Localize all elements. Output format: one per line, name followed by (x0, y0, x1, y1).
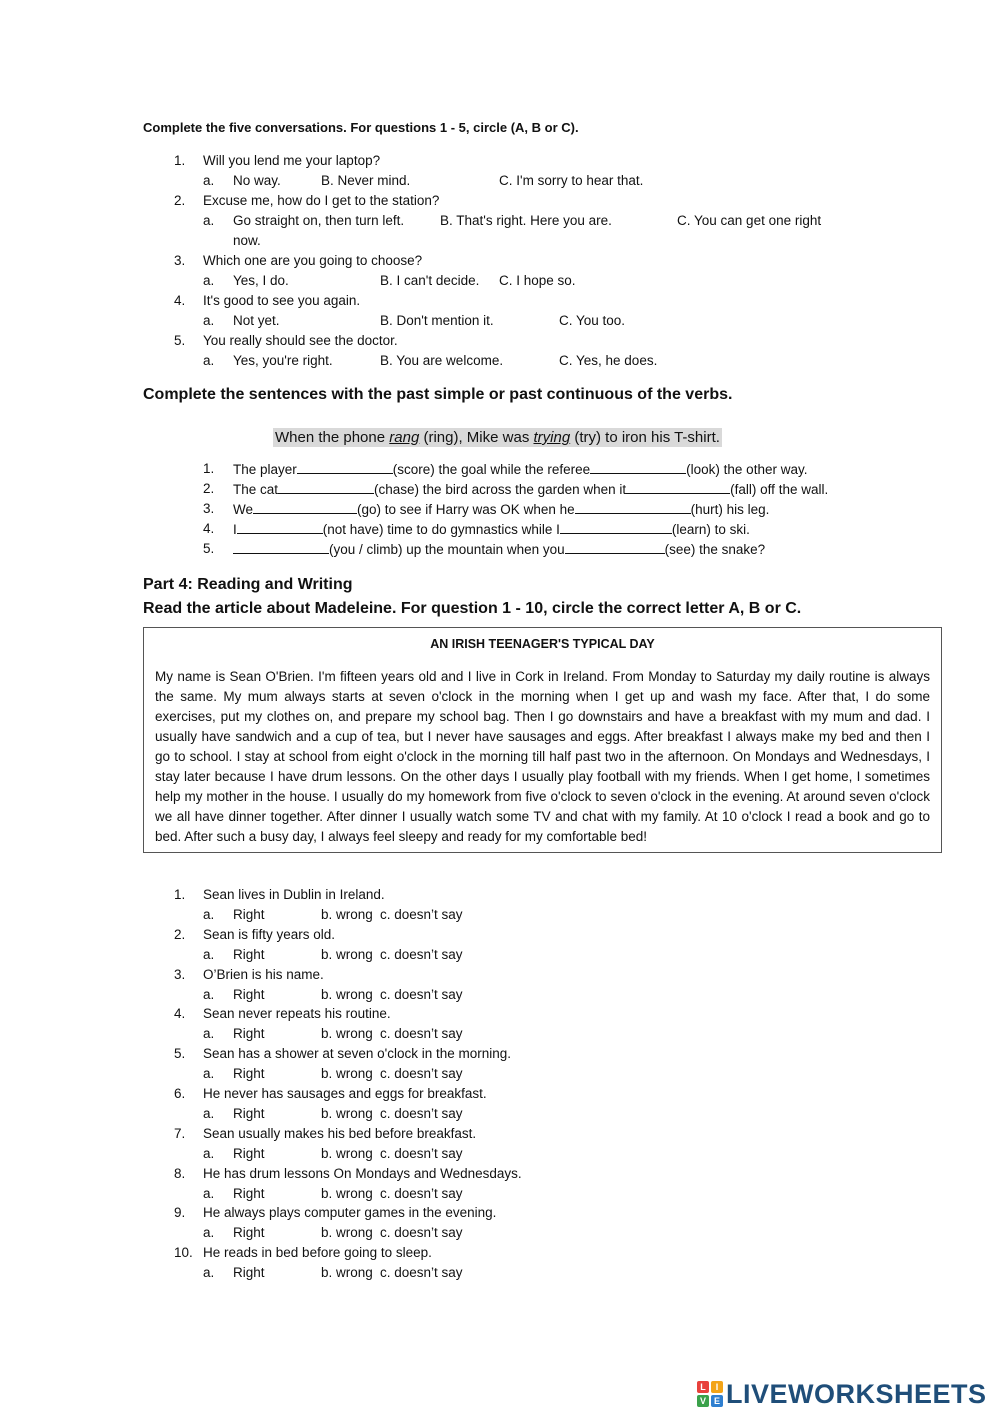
answer-option[interactable]: B. That's right. Here you are. (440, 213, 612, 228)
answer-doesnt-say[interactable]: c. doesn’t say (380, 946, 463, 962)
answer-doesnt-say[interactable]: c. doesn’t say (380, 907, 463, 922)
answer-wrong[interactable]: b. wrong (321, 1145, 373, 1161)
question-number: 6. (174, 1086, 186, 1101)
question-text: You really should see the doctor. (203, 333, 398, 348)
sentence-part: We (233, 502, 254, 517)
answer-wrong[interactable]: b. wrong (321, 1026, 373, 1042)
blank-field[interactable] (575, 501, 691, 514)
option-letter: a. (203, 173, 215, 188)
answer-wrong[interactable]: b. wrong (321, 1265, 373, 1281)
question-text: Will you lend me your laptop? (203, 153, 381, 168)
section1-instruction: Complete the five conversations. For questions 1 - 5, circle (A, B or C). (143, 120, 579, 135)
question-number: 10. (174, 1245, 193, 1261)
answer-wrong[interactable]: b. wrong (321, 1225, 373, 1241)
option-letter: a. (203, 353, 215, 368)
answer-option[interactable]: C. You too. (559, 313, 626, 328)
answer-option[interactable]: No way. (233, 173, 281, 188)
sentence-part: (not have) time to do gymnastics while I (322, 522, 560, 537)
question-number: 2. (174, 926, 186, 942)
question-text: Sean lives in Dublin in Ireland. (203, 887, 385, 902)
sentence-number: 4. (203, 521, 215, 536)
logo-text: LIVEWORKSHEETS (726, 1378, 987, 1409)
option-letter: a. (203, 273, 215, 288)
question-number: 3. (174, 966, 186, 982)
answer-option[interactable]: C. I hope so. (499, 273, 576, 288)
sentence-part: (look) the other way. (686, 462, 808, 477)
question-number: 2. (174, 193, 186, 208)
answer-doesnt-say[interactable]: c. doesn’t say (380, 1185, 463, 1201)
question-number: 1. (174, 153, 186, 168)
answer-wrong[interactable]: b. wrong (321, 1066, 373, 1082)
answer-right[interactable]: Right (233, 1106, 265, 1121)
example-sentence: When the phone rang (ring), Mike was trying (try) to iron his T-shirt. (275, 429, 720, 446)
option-letter: a. (203, 313, 215, 328)
answer-option[interactable]: B. Don't mention it. (380, 313, 494, 328)
question-number: 5. (174, 1046, 186, 1062)
logo-letter-tile: E (711, 1395, 723, 1407)
answer-right[interactable]: Right (233, 986, 265, 1002)
answer-option[interactable]: B. You are welcome. (380, 353, 504, 368)
question-text: Sean is fifty years old. (203, 926, 336, 942)
liveworksheets-logo (697, 1376, 987, 1412)
answer-doesnt-say[interactable]: c. doesn’t say (380, 1225, 463, 1241)
sentence-part: (chase) the bird across the garden when it (374, 482, 627, 497)
article-title: AN IRISH TEENAGER'S TYPICAL DAY (430, 637, 655, 651)
answer-wrong[interactable]: b. wrong (321, 1185, 373, 1201)
blank-field[interactable] (233, 541, 329, 554)
answer-option[interactable]: B. Never mind. (321, 173, 411, 188)
answer-doesnt-say[interactable]: c. doesn’t say (380, 1145, 463, 1161)
question-number: 9. (174, 1205, 186, 1221)
sentence-number: 1. (203, 461, 215, 476)
answer-option[interactable]: Yes, I do. (233, 273, 289, 288)
sentence-number: 3. (203, 501, 215, 516)
question-text: He never has sausages and eggs for breakfast. (203, 1086, 487, 1101)
answer-wrong[interactable]: b. wrong (321, 946, 373, 962)
question-number: 4. (174, 293, 186, 308)
option-letter: a. (203, 1185, 215, 1201)
option-letter: a. (203, 1026, 215, 1042)
answer-option[interactable]: C. You can get one right (677, 213, 822, 228)
option-letter: a. (203, 213, 215, 228)
gap-sentence (233, 461, 807, 477)
answer-wrong[interactable]: b. wrong (321, 986, 373, 1002)
question-number: 8. (174, 1165, 186, 1181)
answer-right[interactable]: Right (233, 1185, 265, 1201)
sentence-part: The player (233, 462, 297, 477)
question-text: Excuse me, how do I get to the station? (203, 193, 440, 208)
sentence-part: (you / climb) up the mountain when you (329, 542, 565, 557)
answer-option[interactable]: Go straight on, then turn left. (233, 213, 405, 228)
part-heading: Part 4: Reading and Writing (143, 576, 353, 593)
option-continuation: now. (233, 233, 261, 248)
answer-doesnt-say[interactable]: c. doesn’t say (380, 1026, 463, 1042)
question-number: 5. (174, 333, 186, 348)
logo-letter-tile: L (697, 1381, 709, 1393)
answer-right[interactable]: Right (233, 1026, 265, 1042)
question-text: He reads in bed before going to sleep. (203, 1245, 432, 1261)
question-text: It's good to see you again. (203, 293, 361, 308)
sentence-part: I (233, 522, 237, 537)
blank-field[interactable] (237, 521, 323, 534)
question-text: Sean never repeats his routine. (203, 1006, 391, 1022)
answer-option[interactable]: Not yet. (233, 313, 280, 328)
sentence-part: (hurt) his leg. (690, 502, 770, 517)
question-text: Sean has a shower at seven o'clock in the morning. (203, 1046, 512, 1062)
sentence-part: (learn) to ski. (671, 522, 750, 537)
question-text: O’Brien is his name. (203, 966, 324, 982)
option-letter: a. (203, 907, 215, 922)
logo-letter-tile: V (697, 1395, 709, 1407)
answer-option[interactable]: C. Yes, he does. (559, 353, 658, 368)
question-text: Which one are you going to choose? (203, 253, 423, 268)
answer-wrong[interactable]: b. wrong (321, 1106, 373, 1121)
article-box (143, 627, 942, 853)
question-text: He always plays computer games in the evening. (203, 1205, 497, 1221)
blank-field[interactable] (565, 541, 665, 554)
sentence-part: (go) to see if Harry was OK when he (357, 502, 575, 517)
sentence-part: The cat (233, 482, 279, 497)
option-letter: a. (203, 946, 215, 962)
option-letter: a. (203, 1106, 215, 1121)
sentence-part: (fall) off the wall. (730, 482, 829, 497)
answer-option[interactable]: C. I'm sorry to hear that. (499, 173, 644, 188)
option-letter: a. (203, 1225, 215, 1241)
answer-right[interactable]: Right (233, 946, 265, 962)
answer-doesnt-say[interactable]: c. doesn’t say (380, 1066, 463, 1082)
option-letter: a. (203, 1066, 215, 1082)
sentence-number: 2. (203, 481, 215, 496)
blank-field[interactable] (590, 461, 686, 474)
option-letter: a. (203, 1265, 215, 1281)
answer-doesnt-say[interactable]: c. doesn’t say (380, 1106, 463, 1121)
option-letter: a. (203, 1145, 215, 1161)
article-text: My name is Sean O'Brien. I'm fifteen years old and I live in Cork in Ireland. From Monday to Saturday my daily routine is always the same. My mum always starts at seven o'clock in the morning when I get up and wash my face. After that, I do some exercises, put my clothes on, and prepare my school bag. Then I go downstairs and have a breakfast with my mum and dad. I usually have sandwich and a cup of tea, but I never have sausages and eggs. After breakfast I always make my bed and then I go to school. I stay at school from eight o'clock in the morning till half past two in the afternoon. On Mondays and Wednesdays, I stay later because I have drum lessons. On the other days I usually play football with my friends. When I get home, I sometimes help my mother in the house. I usually do my homework from five o'clock to seven o'clock in the evening. At around seven o'clock we all have dinner together. After dinner I usually watch some TV and chat with my family. At 10 o'clock I read a book and go to bed. After such a busy day, I always feel sleepy and ready for my comfortable bed! (155, 669, 930, 844)
answer-right[interactable]: Right (233, 1225, 265, 1241)
question-number: 4. (174, 1006, 186, 1022)
sentence-part: (see) the snake? (664, 542, 766, 557)
answer-doesnt-say[interactable]: c. doesn’t say (380, 986, 463, 1002)
gap-sentence (233, 501, 769, 517)
section2-instruction: Complete the sentences with the past simple or past continuous of the verbs. (143, 386, 733, 403)
question-text: He has drum lessons On Mondays and Wednesdays. (203, 1165, 522, 1181)
answer-wrong[interactable]: b. wrong (321, 907, 373, 922)
gap-sentence (233, 541, 765, 557)
sentence-part: (score) the goal while the referee (392, 462, 591, 477)
blank-field[interactable] (626, 481, 730, 494)
answer-option[interactable]: Yes, you're right. (233, 353, 333, 368)
answer-right[interactable]: Right (233, 1145, 265, 1161)
blank-field[interactable] (560, 521, 672, 534)
question-number: 7. (174, 1125, 186, 1141)
blank-field[interactable] (297, 461, 393, 474)
logo-icon (697, 1381, 723, 1407)
blank-field[interactable] (253, 501, 357, 514)
logo-letter-tile: I (711, 1381, 723, 1393)
question-number: 1. (174, 887, 186, 902)
answer-right[interactable]: Right (233, 907, 265, 922)
answer-right[interactable]: Right (233, 1066, 265, 1082)
sentence-number: 5. (203, 541, 215, 556)
blank-field[interactable] (278, 481, 374, 494)
answer-option[interactable]: B. I can't decide. (380, 273, 480, 288)
section3-instruction: Read the article about Madeleine. For question 1 - 10, circle the correct letter A, B or C. (143, 600, 802, 617)
gap-sentence (233, 481, 828, 497)
gap-sentence (233, 521, 750, 537)
option-letter: a. (203, 986, 215, 1002)
question-text: Sean usually makes his bed before breakfast. (203, 1125, 477, 1141)
question-number: 3. (174, 253, 186, 268)
answer-doesnt-say[interactable]: c. doesn’t say (380, 1265, 463, 1281)
answer-right[interactable]: Right (233, 1265, 265, 1281)
